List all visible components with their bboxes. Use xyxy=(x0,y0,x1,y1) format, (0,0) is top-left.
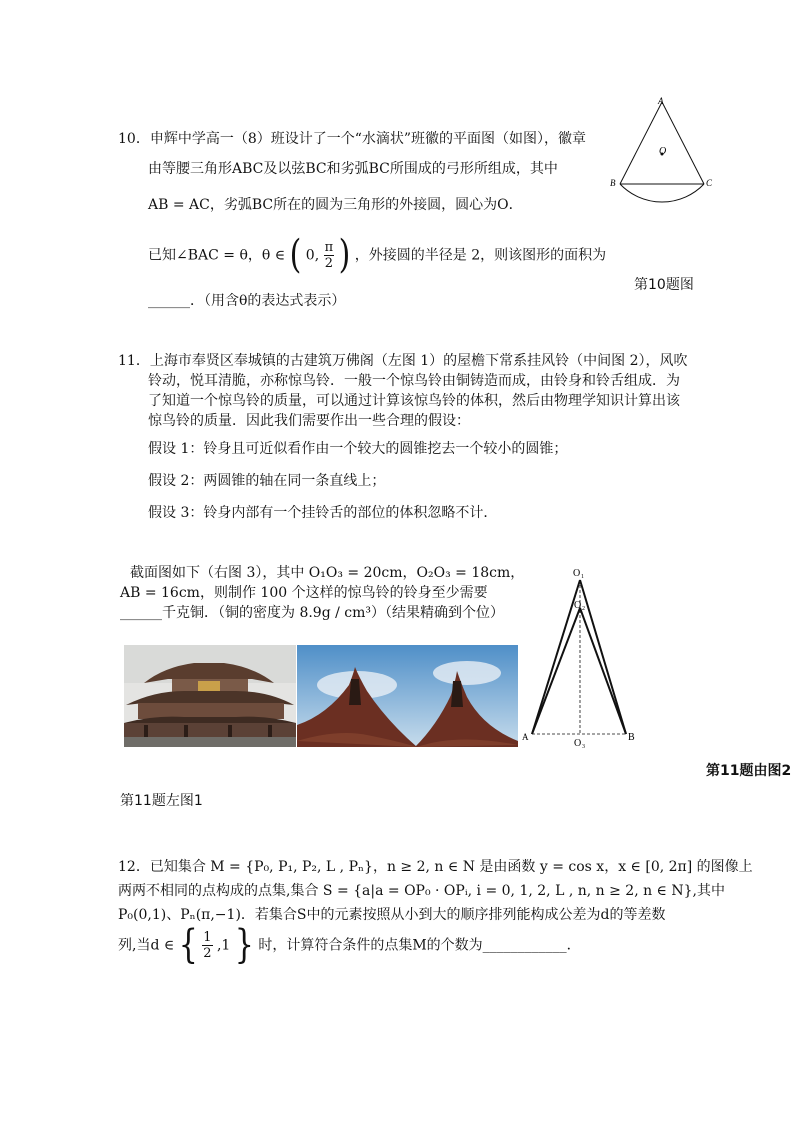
label-a: A xyxy=(522,732,529,742)
q11-line2: 铃动，悦耳清脆，亦称惊鸟铃．一般一个惊鸟铃由铜铸造而成，由铃身和铃舌组成．为 xyxy=(148,373,680,389)
outer-cone-left xyxy=(532,580,580,734)
assumption-1: 假设 1：铃身且可近似看作由一个较大的圆锥挖去一个较小的圆锥； xyxy=(148,441,568,457)
label-c: C xyxy=(706,178,713,188)
q10-line1: 10．申辉中学高一（8）班设计了一个“水滴状”班徽的平面图（如图），徽章 xyxy=(118,131,587,147)
q11-line3: 了知道一个惊鸟铃的质量，可以通过计算该惊鸟铃的体积，然后由物理学知识计算出该 xyxy=(148,393,680,409)
label-o3: O xyxy=(574,738,582,749)
q11-section-line2: AB = 16cm，则制作 100 个这样的惊鸟铃的铃身至少需要 xyxy=(120,585,488,601)
pi-numerator: π xyxy=(324,240,334,255)
interval-start: 0, xyxy=(305,247,320,264)
q10-line4 xyxy=(148,232,607,278)
fraction-denominator: 2 xyxy=(203,946,212,961)
side-ac xyxy=(662,102,704,184)
side-ab xyxy=(620,102,662,184)
assumption-3: 假设 3：铃身内部有一个挂铃舌的部位的体积忽略不计． xyxy=(148,505,498,521)
label-b: B xyxy=(628,732,635,743)
arc-bc xyxy=(620,184,704,202)
fraction-half xyxy=(202,930,212,961)
inner-cone-left xyxy=(532,608,580,734)
q11-line4: 惊鸟铃的质量．因此我们需要作出一些合理的假设： xyxy=(148,413,470,429)
set-close-brace: } xyxy=(234,922,254,968)
q12-line2: 两两不相同的点构成的点集,集合 S = {a|a = OP₀ · OPᵢ, i = 0, 1, 2, L , n, n ≥ 2, n ∈ N},其中 xyxy=(118,883,725,899)
outer-cone-right xyxy=(580,580,626,734)
label-b: B xyxy=(610,178,616,188)
bell-section-figure xyxy=(518,562,648,752)
q12-line1: 12．已知集合 M = {P₀, P₁, P₂, L , Pₙ}，n ≥ 2, n ∈ N 是由函数 y = cos x，x ∈ [0, 2π] 的图像上 xyxy=(118,859,753,875)
interval-paren: ( xyxy=(289,232,302,278)
pi-over-two xyxy=(324,240,335,271)
set-second-element: ,1 xyxy=(216,937,231,954)
q11-section-line3: ______千克铜．（铜的密度为 8.9g / cm³）（结果精确到个位） xyxy=(120,605,505,621)
bell-image xyxy=(297,645,518,747)
fraction-numerator: 1 xyxy=(203,930,212,945)
label-o1: O xyxy=(573,568,581,579)
q10-figure xyxy=(600,92,720,252)
q10-line4-start: 已知∠BAC = θ，θ ∈ xyxy=(148,247,286,264)
q10-line5: ______．（用含θ的表达式表示） xyxy=(148,293,346,309)
q10-caption: 第10题图 xyxy=(634,277,694,293)
label-o3-sub: 3 xyxy=(582,744,585,750)
bell-photo xyxy=(297,645,518,747)
pi-denominator: 2 xyxy=(324,256,333,271)
interval-bracket: ) xyxy=(338,232,351,278)
q10-line4-end: ，外接圆的半径是 2，则该图形的面积为 xyxy=(354,247,607,264)
caption-figure-2: 第11题由图2 xyxy=(706,763,792,779)
set-open-brace: { xyxy=(178,922,198,968)
temple-image xyxy=(124,645,296,747)
label-o1-sub: 1 xyxy=(581,574,584,580)
label-o2-sub: 2 xyxy=(582,606,585,612)
q12-line4-end: 时，计算符合条件的点集M的个数为____________． xyxy=(258,937,581,954)
label-a: A xyxy=(658,96,664,106)
q10-line2: 由等腰三角形ABC及以弦BC和劣弧BC所围成的弓形所组成，其中 xyxy=(148,161,558,177)
caption-figure-1: 第11题左图1 xyxy=(120,793,203,809)
assumption-2: 假设 2：两圆锥的轴在同一条直线上； xyxy=(148,473,386,489)
q11-section-line1: 截面图如下（右图 3），其中 O₁O₃ = 20cm，O₂O₃ = 18cm， xyxy=(130,565,525,581)
q12-line4-start: 列,当d ∈ xyxy=(118,937,175,954)
q11-line1: 11．上海市奉贤区奉城镇的古建筑万佛阁（左图 1）的屋檐下常系挂风铃（中间图 2），风吹 xyxy=(118,353,688,369)
label-o2: O xyxy=(574,600,582,611)
temple-photo xyxy=(124,645,296,747)
q12-line4 xyxy=(118,922,581,968)
inner-cone-right xyxy=(580,608,626,734)
q10-line3: AB = AC，劣弧BC所在的圆为三角形的外接圆，圆心为O． xyxy=(148,197,523,213)
q12-line3: P₀(0,1)、Pₙ(π,−1)．若集合S中的元素按照从小到大的顺序排列能构成公差为d的等差数 xyxy=(118,907,666,923)
label-o: O xyxy=(659,146,667,157)
